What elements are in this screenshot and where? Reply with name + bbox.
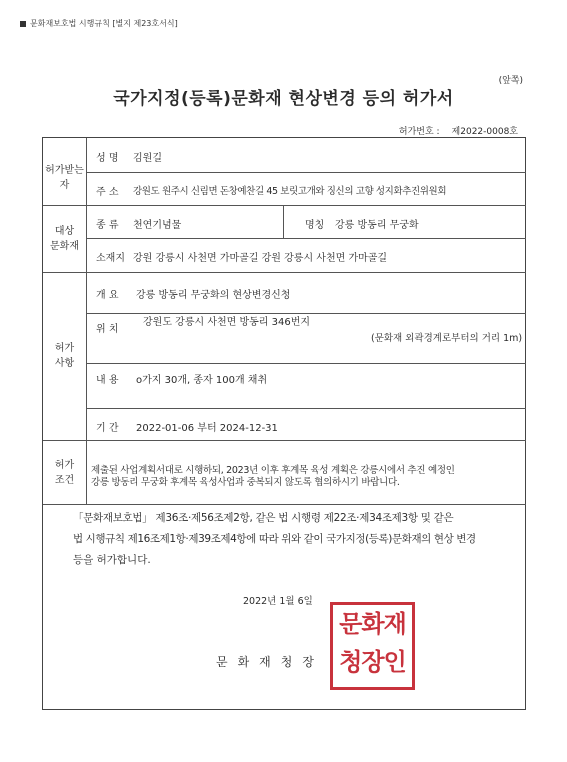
divider — [86, 238, 526, 239]
content-value: o가지 30개, 종자 100개 채취 — [136, 375, 268, 386]
period-label: 기 간 — [96, 423, 119, 434]
seal-line2: 청장인 — [339, 648, 406, 676]
declaration-line2: 법 시행규칙 제16조제1항·제39조제4항에 따라 위와 같이 국가지정(등록)문화재의 현상 변경 — [73, 533, 476, 545]
overview-label: 개 요 — [96, 290, 119, 301]
issue-date: 2022년 1월 6일 — [243, 596, 313, 607]
permit-matters-category-line1: 허가 — [54, 343, 75, 354]
conditions-category — [43, 458, 86, 488]
target-type-value: 천연기념물 — [133, 220, 182, 231]
divider — [86, 172, 526, 173]
permit-number-value: 제2022-0008호 — [451, 127, 518, 137]
applicant-name-label: 성 명 — [96, 153, 119, 164]
content-label: 내 용 — [96, 375, 119, 386]
permit-matters-category — [43, 341, 86, 371]
period-value: 2022-01-06 부터 2024-12-31 — [136, 423, 278, 434]
issuer-name: 문화재청장 — [216, 655, 324, 669]
permit-number — [399, 124, 518, 137]
target-location-label: 소재지 — [96, 253, 125, 264]
document-title: 국가지정(등록)문화재 현상변경 등의 허가서 — [113, 89, 454, 109]
conditions-category-line2: 조건 — [54, 475, 75, 486]
target-name-label: 명칭 — [305, 220, 325, 231]
divider — [283, 205, 284, 238]
applicant-address-label: 주 소 — [96, 187, 119, 198]
target-location-value: 강원 강릉시 사천면 가마골길 강원 강릉시 사천면 가마골길 — [133, 253, 388, 264]
conditions-line2: 강릉 방동리 무궁화 후계목 육성사업과 중복되지 않도록 협의하시기 바랍니다. — [91, 477, 400, 488]
applicant-address-value: 강원도 원주시 신림면 돈창예찬길 45 보릿고개와 징신의 고향 성지화추진위원회 — [133, 186, 447, 197]
divider — [43, 272, 526, 273]
square-bullet-icon — [20, 21, 26, 27]
page-side-label: (앞쪽) — [498, 76, 523, 86]
permit-number-label: 허가번호 : — [398, 127, 440, 137]
divider — [86, 408, 526, 409]
permit-form-table — [42, 137, 526, 710]
target-category — [43, 224, 86, 254]
conditions-line1: 제출된 사업계획서대로 시행하되, 2023년 이후 후계목 육성 계획은 강릉시에서 추진 예정인 — [91, 465, 455, 476]
divider — [43, 440, 526, 441]
divider — [43, 205, 526, 206]
target-category-line2: 문화재 — [50, 241, 79, 252]
conditions-category-line1: 허가 — [54, 460, 75, 471]
divider — [86, 138, 87, 504]
position-distance-note: (문화재 외곽경계로부터의 거리 1m) — [371, 333, 523, 344]
target-category-line1: 대상 — [54, 226, 75, 237]
position-value: 강원도 강릉시 사천면 방동리 346번지 — [143, 317, 311, 328]
official-seal — [330, 602, 415, 690]
divider — [43, 504, 526, 505]
seal-line1: 문화재 — [339, 610, 406, 638]
position-label: 위 치 — [96, 324, 119, 335]
permit-matters-category-line2: 사항 — [54, 358, 75, 369]
target-type-label: 종 류 — [96, 220, 119, 231]
overview-value: 강릉 방동리 무궁화의 현상변경신청 — [136, 290, 291, 301]
declaration-line1: 「문화재보호법」 제36조·제56조제2항, 같은 법 시행령 제22조·제34조제3항 및 같은 — [73, 512, 454, 524]
applicant-category: 허가받는자 — [45, 165, 84, 191]
target-name-value: 강릉 방동리 무궁화 — [335, 220, 419, 231]
form-reference-text: 문화재보호법 시행규칙 [별지 제23호서식] — [30, 19, 178, 28]
declaration-line3: 등을 허가합니다. — [73, 554, 151, 566]
form-reference-note — [20, 18, 178, 29]
divider — [86, 363, 526, 364]
declaration — [73, 508, 517, 571]
applicant-name-value: 김원길 — [133, 153, 162, 164]
